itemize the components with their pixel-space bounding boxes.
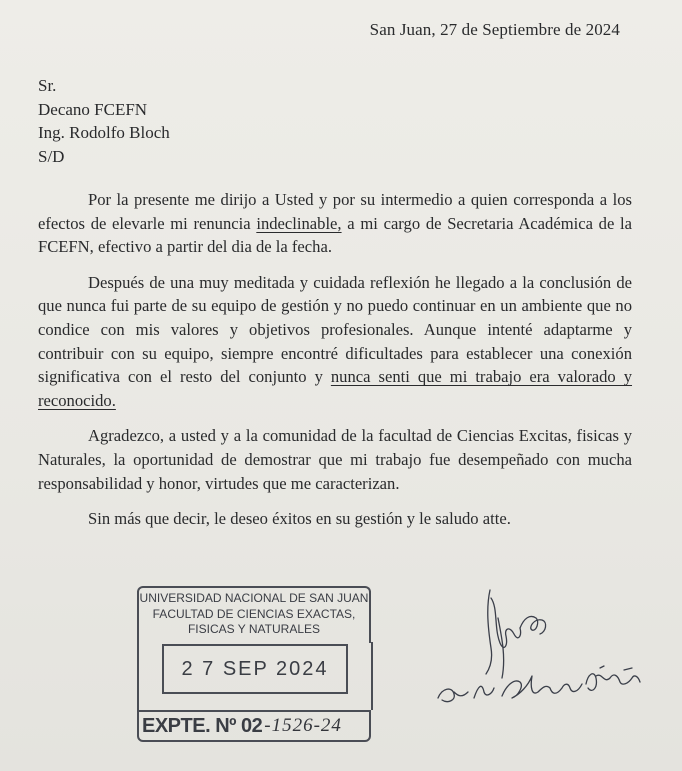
stamp-expediente — [137, 710, 371, 742]
underlined-text: indeclinable, — [256, 213, 342, 233]
addressee-line: S/D — [38, 146, 65, 166]
paragraph-text: Por la presente me dirijo a Usted y por su intermedio a quien corresponda a los efectos de elevarle mi renuncia — [38, 190, 632, 233]
stamp-header — [137, 586, 371, 643]
handwritten-signature — [428, 588, 648, 718]
paragraph-text: a mi cargo de Secretaria Académica de la FCEFN, efectivo a partir del dia de la fecha. — [38, 213, 632, 257]
expte-label: EXPTE. Nº 02 — [142, 714, 263, 737]
letter-body — [38, 188, 632, 543]
addressee-line: Ing. Rodolfo Bloch — [38, 123, 170, 142]
addressee-block — [38, 74, 170, 168]
paragraph-text: Después de una muy meditada y cuidada reflexión he llegado a la conclusión de que nunca fui parte de su equipo de gestión y no puedo continuar en un ambiente que no condice con mis valores y objetivos profesionales. Aunque intenté adaptarme y contribuir con su equipo, siempre encontré dificultades para establecer una conexión significativa con el resto del conjunto y — [38, 272, 632, 387]
addressee-line: Decano FCEFN — [38, 99, 148, 119]
stamp-line: FACULTAD DE CIENCIAS EXACTAS, — [152, 606, 356, 621]
paragraph-resignation — [38, 188, 632, 259]
stamp-border — [371, 642, 373, 710]
stamp-border — [137, 642, 139, 710]
expte-number: -1526-24 — [264, 715, 342, 736]
stamp-line: UNIVERSIDAD NACIONAL DE SAN JUAN — [139, 591, 369, 605]
underlined-text: nunca senti que mi trabajo era valorado y reconocido. — [38, 367, 633, 410]
stamp-date: 2 7 SEP 2024 — [162, 644, 348, 694]
paragraph-thanks: Agradezco, a usted y a la comunidad de la facultad de Ciencias Excitas, fisicas y Naturales, la oportunidad de demostrar que mi trabajo fue desempeñado con mucha responsabilidad y honor, virtudes que me caracterizan. — [38, 426, 632, 493]
paragraph-closing: Sin más que decir, le deseo éxitos en su gestión y le saludo atte. — [88, 509, 511, 529]
addressee-line: Sr. — [38, 76, 57, 95]
reception-stamp — [137, 586, 373, 746]
letter-date: San Juan, 27 de Septiembre de 2024 — [369, 20, 620, 39]
paragraph-reflection — [38, 271, 632, 413]
stamp-line: FISICAS Y NATURALES — [187, 622, 321, 636]
